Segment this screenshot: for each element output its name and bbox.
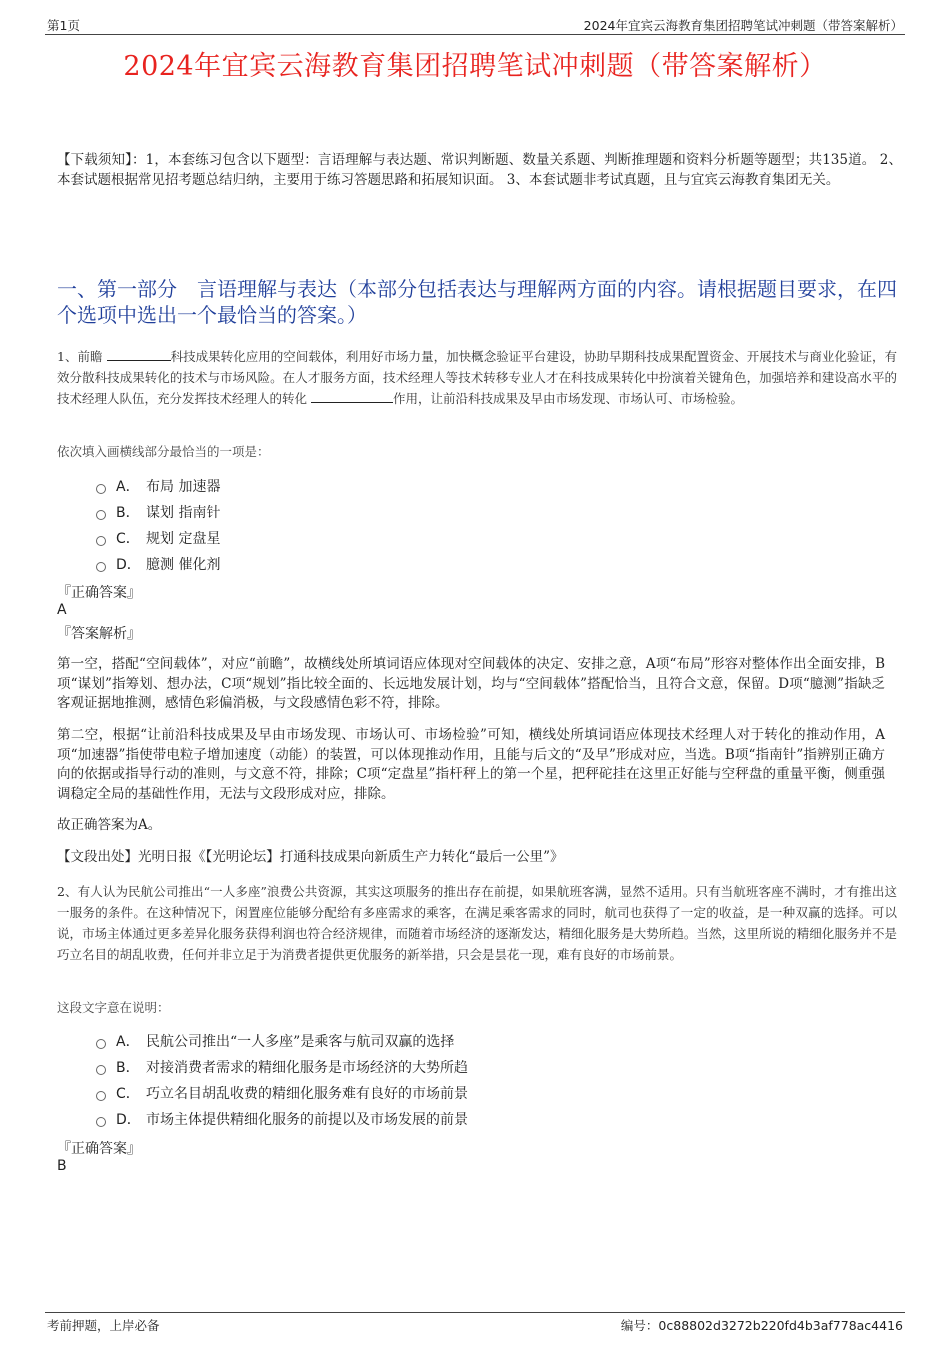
source-citation: 【文段出处】光明日报《【光明论坛】打通科技成果向新质生产力转化“最后一公里”》 <box>57 849 564 865</box>
analysis-paragraph-1: 第一空，搭配“空间载体”，对应“前瞻”，故横线处所填词语应体现对空间载体的决定、安排之意，A项“布局”形容对整体作出全面安排，B项“谋划”指筹划、想办法，C项“规划”指比较全面的、长远地发展计划，均与“空间载体”搭配恰当，且符合文意，保留。D项“臆测”指缺乏客观证据地推测，感情色彩偏消极，与文段感情色彩不符，排除。 <box>57 656 885 711</box>
page-footer <box>45 1312 905 1335</box>
question-2-options <box>96 1028 468 1132</box>
analysis-conclusion: 故正确答案为A。 <box>57 817 162 833</box>
blank-2 <box>311 388 393 403</box>
radio-icon[interactable] <box>96 1117 106 1127</box>
question-2-text: 2、有人认为民航公司推出“一人多座”浪费公共资源，其实这项服务的推出存在前提，如果航班客满，显然不适用。只有当航班客座不满时，才有推出这一服务的条件。在这种情况下，闲置座位能够分配给有多座需求的乘客，在满足乘客需求的同时，航司也获得了一定的收益，是一种双赢的选择。可以说，市场主体通过更多差异化服务获得利润也符合经济规律，而随着市场经济的逐渐发达，精细化服务是大势所趋。当然，这里所说的精细化服务并不是巧立名目的胡乱收费，任何并非立足于为消费者提供更优服务的新举措，只会是昙花一现，难有良好的市场前景。 <box>57 884 897 962</box>
option-a[interactable]: A． 民航公司推出“一人多座”是乘客与航司双赢的选择 <box>96 1028 468 1054</box>
option-d[interactable]: D． 臆测 催化剂 <box>96 551 220 577</box>
answer-label: 『正确答案』 <box>57 585 141 601</box>
page-header <box>45 14 905 35</box>
answer-value: A <box>57 602 67 618</box>
option-a[interactable]: A． 布局 加速器 <box>96 473 220 499</box>
option-c[interactable]: C． 规划 定盘星 <box>96 525 220 551</box>
analysis-label: 『答案解析』 <box>57 626 141 642</box>
radio-icon[interactable] <box>96 1039 106 1049</box>
radio-icon[interactable] <box>96 536 106 546</box>
radio-icon[interactable] <box>96 510 106 520</box>
footer-slogan: 考前押题，上岸必备 <box>47 1318 160 1333</box>
answer-label: 『正确答案』 <box>57 1141 141 1157</box>
section-title: 一、第一部分 言语理解与表达（本部分包括表达与理解两方面的内容。请根据题目要求，在四个选项中选出一个最恰当的答案。） <box>57 277 897 327</box>
radio-icon[interactable] <box>96 1091 106 1101</box>
option-c[interactable]: C． 巧立名目胡乱收费的精细化服务难有良好的市场前景 <box>96 1080 468 1106</box>
question-2-prompt: 这段文字意在说明： <box>57 1000 170 1015</box>
question-1-prompt: 依次填入画横线部分最恰当的一项是： <box>57 444 270 459</box>
header-doc-name: 2024年宜宾云海教育集团招聘笔试冲刺题（带答案解析） <box>583 18 903 33</box>
answer-value: B <box>57 1158 67 1174</box>
radio-icon[interactable] <box>96 484 106 494</box>
page-number: 第1页 <box>47 18 80 33</box>
analysis-paragraph-2: 第二空，根据“让前沿科技成果及早由市场发现、市场认可、市场检验”可知，横线处所填词语应体现技术经理人对于转化的推动作用，A项“加速器”指使带电粒子增加速度（动能）的装置，可以体现推动作用，且能与后文的“及早”形成对应，当选。B项“指南针”指辨别正确方向的依据或指导行动的准则，与文意不符，排除；C项“定盘星”指杆秤上的第一个星，把秤砣挂在这里正好能与空秤盘的重量平衡，侧重强调稳定全局的基础性作用，无法与文段形成对应，排除。 <box>57 727 885 802</box>
option-d[interactable]: D． 市场主体提供精细化服务的前提以及市场发展的前景 <box>96 1106 468 1132</box>
document-title: 2024年宜宾云海教育集团招聘笔试冲刺题（带答案解析） <box>123 51 827 82</box>
blank-1 <box>107 346 171 361</box>
radio-icon[interactable] <box>96 1065 106 1075</box>
question-1-options <box>96 473 220 577</box>
option-b[interactable]: B． 谋划 指南针 <box>96 499 220 525</box>
footer-serial: 编号：0c88802d3272b220fd4b3af778ac4416 <box>620 1318 903 1333</box>
download-notice: 【下载须知】：1，本套练习包含以下题型：言语理解与表达题、常识判断题、数量关系题、判断推理题和资料分析题等题型；共135道。 2、本套试题根据常见招考题总结归纳，主要用于练习答题思路和拓展知识面。 3、本套试题非考试真题，且与宜宾云海教育集团无关。 <box>57 152 902 188</box>
question-1-text: 1、前瞻 科技成果转化应用的空间载体，利用好市场力量，加快概念验证平台建设，协助早期科技成果配置资金、开展技术与商业化验证，有效分散科技成果转化的技术与市场风险。在人才服务方面，技术经理人等技术转移专业人才在科技成果转化中扮演着关键角色，加强培养和建设高水平的技术经理人队伍，充分发挥技术经理人的转化 作用，让前沿科技成果及早由市场发现、市场认可、市场检验。 <box>57 346 897 409</box>
radio-icon[interactable] <box>96 562 106 572</box>
option-b[interactable]: B． 对接消费者需求的精细化服务是市场经济的大势所趋 <box>96 1054 468 1080</box>
